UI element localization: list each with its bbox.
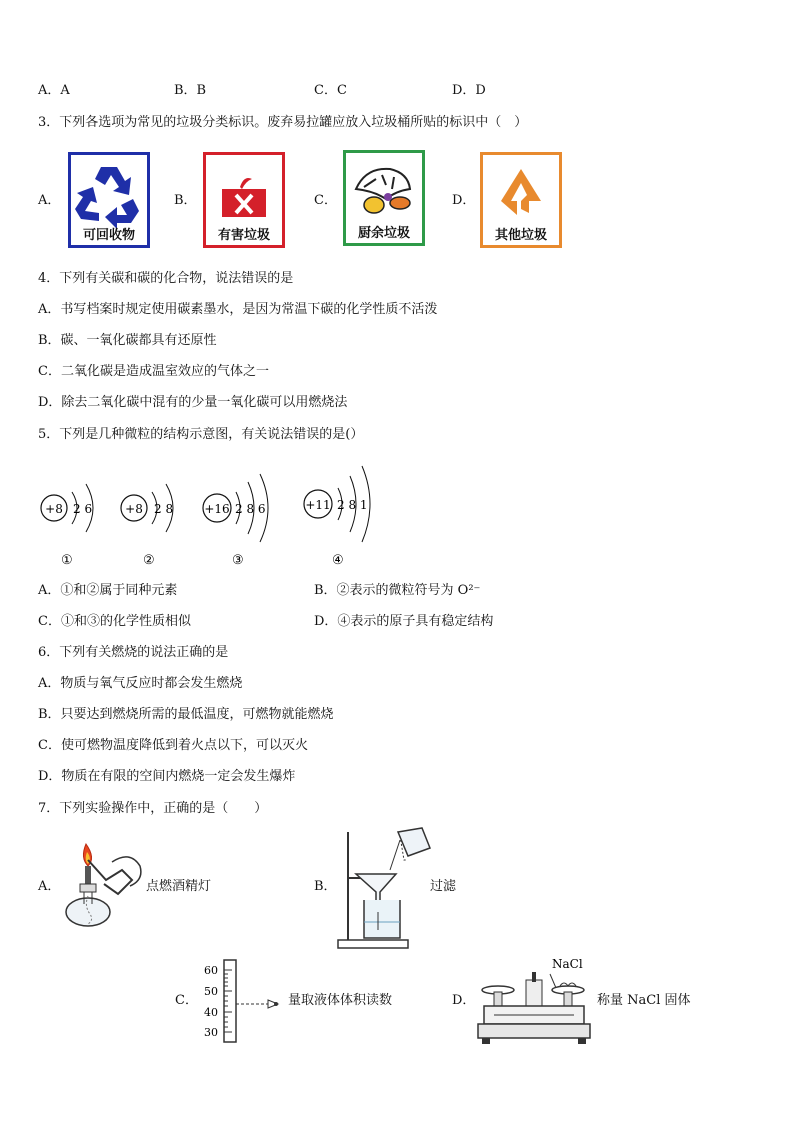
particle-3-label: ③: [232, 553, 244, 568]
cylinder-tick-40: 40: [204, 1006, 218, 1019]
particle-3-diagram: [203, 474, 268, 568]
q7-letter-c: C．: [175, 993, 198, 1008]
other-waste-caption: 其他垃圾: [494, 228, 547, 243]
particle-1-nucleus: +8: [45, 502, 63, 516]
q4-option-a: A．书写档案时规定使用碳素墨水，是因为常温下碳的化学性质不活泼: [38, 302, 438, 317]
cylinder-tick-30: 30: [204, 1026, 218, 1039]
q6-option-a: A．物质与氧气反应时都会发生燃烧: [38, 676, 243, 691]
recyclable-sign: [68, 152, 150, 248]
balance-weighing-illustration: [476, 954, 592, 1046]
q5-option-d: D．④表示的原子具有稳定结构: [314, 614, 494, 629]
q3-letter-c: C．: [314, 193, 337, 208]
q2-option-c: C．C: [314, 83, 347, 98]
particle-3-nucleus: +16: [204, 502, 230, 516]
q2-option-b: B．B: [174, 83, 207, 98]
recycle-icon: [71, 159, 147, 229]
q5-option-a: A．①和②属于同种元素: [38, 583, 178, 598]
other-waste-icon: [483, 159, 559, 229]
hazardous-sign: [203, 152, 285, 248]
filtration-illustration: [334, 826, 444, 950]
other-waste-sign: [480, 152, 562, 248]
q3-letter-d: D．: [452, 193, 476, 208]
particle-1-label: ①: [61, 553, 73, 568]
hazard-icon: [206, 159, 282, 229]
q3-letter-b: B．: [174, 193, 197, 208]
q5-stem: 5．下列是几种微粒的结构示意图，有关说法错误的是(）: [38, 427, 364, 442]
q7-stem: 7．下列实验操作中，正确的是（ ）: [38, 801, 268, 816]
q5-option-b: B．②表示的微粒符号为 O²⁻: [314, 583, 481, 598]
particle-1-diagram: [41, 484, 93, 568]
q2-option-a: A．A: [38, 83, 70, 98]
q4-stem: 4．下列有关碳和碳的化合物，说法错误的是: [38, 271, 294, 286]
balance-nacl-label: NaCl: [552, 957, 583, 971]
particle-2-diagram: [121, 484, 173, 568]
q7-caption-c: 量取液体体积读数: [288, 993, 393, 1008]
food-waste-icon: [346, 155, 422, 227]
q7-caption-a: 点燃酒精灯: [146, 879, 212, 894]
q4-option-c: C．二氧化碳是造成温室效应的气体之一: [38, 364, 269, 379]
q4-option-b: B．碳、一氧化碳都具有还原性: [38, 333, 217, 348]
q7-caption-b: 过滤: [430, 879, 457, 894]
particle-4-diagram: [304, 466, 370, 568]
particle-1-electrons: 2 6: [73, 502, 93, 516]
kitchen-waste-sign: [343, 150, 425, 246]
recyclable-caption: 可回收物: [82, 228, 135, 243]
particle-2-electrons: 2 8: [154, 502, 174, 516]
kitchen-waste-caption: 厨余垃圾: [357, 226, 410, 241]
q6-option-c: C．使可燃物温度降低到着火点以下，可以灭火: [38, 738, 308, 753]
hazardous-caption: 有害垃圾: [217, 228, 270, 243]
graduated-cylinder-illustration: [200, 958, 290, 1044]
particle-2-label: ②: [143, 553, 155, 568]
q7-caption-d: 称量 NaCl 固体: [597, 993, 691, 1008]
atom-structure-diagrams: [30, 452, 450, 572]
particle-4-label: ④: [332, 553, 344, 568]
q6-option-d: D．物质在有限的空间内燃烧一定会发生爆炸: [38, 769, 296, 784]
q4-option-d: D．除去二氧化碳中混有的少量一氧化碳可以用燃烧法: [38, 395, 348, 410]
alcohol-lamp-lighting-illustration: [60, 840, 150, 930]
particle-4-nucleus: +11: [305, 498, 331, 512]
particle-4-electrons: 2 8 1: [337, 498, 368, 512]
q2-option-d: D．D: [452, 83, 486, 98]
q3-stem: 3．下列各选项为常见的垃圾分类标识。废弃易拉罐应放入垃圾桶所贴的标识中（ ）: [38, 115, 528, 130]
q7-letter-a: A．: [38, 879, 61, 894]
cylinder-tick-60: 60: [204, 964, 218, 977]
particle-2-nucleus: +8: [125, 502, 143, 516]
q6-stem: 6．下列有关燃烧的说法正确的是: [38, 645, 229, 660]
cylinder-tick-50: 50: [204, 985, 218, 998]
q6-option-b: B．只要达到燃烧所需的最低温度，可燃物就能燃烧: [38, 707, 334, 722]
particle-3-electrons: 2 8 6: [235, 502, 266, 516]
q5-option-c: C．①和③的化学性质相似: [38, 614, 191, 629]
q7-letter-d: D．: [452, 993, 476, 1008]
q7-letter-b: B．: [314, 879, 337, 894]
q3-letter-a: A．: [38, 193, 61, 208]
